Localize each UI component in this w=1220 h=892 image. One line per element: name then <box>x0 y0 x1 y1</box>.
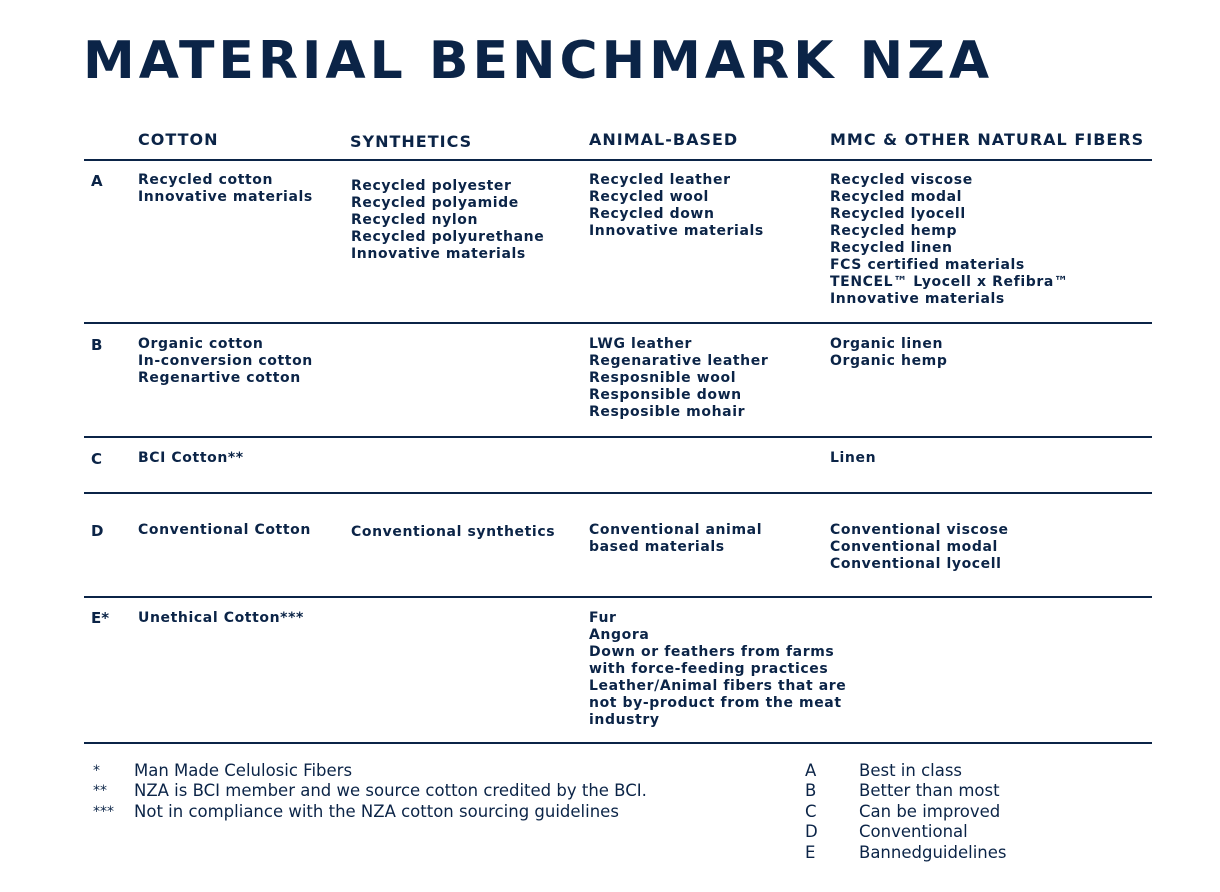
material-item: Recycled leather <box>589 172 731 188</box>
material-item: Recycled polyamide <box>351 195 519 211</box>
row-divider <box>84 322 1152 324</box>
cell-mmc <box>830 336 947 370</box>
material-item: Regenarative leather <box>589 353 769 369</box>
legend-text: Best in class <box>859 761 963 780</box>
material-item: TENCEL™ Lyocell x Refibra™ <box>830 274 1069 290</box>
material-item: Conventional viscose <box>830 522 1009 538</box>
row-divider <box>84 596 1152 598</box>
legend-texts <box>859 761 1007 863</box>
material-item: Responsible down <box>589 387 742 403</box>
legend-grade: E <box>805 842 816 862</box>
row-divider <box>84 492 1152 494</box>
material-item: Recycled modal <box>830 189 963 205</box>
legend-grade: D <box>805 822 818 842</box>
cell-animal <box>589 336 768 421</box>
cell-cotton <box>138 610 304 627</box>
material-item: Organic hemp <box>830 353 948 369</box>
material-item: based materials <box>589 539 725 555</box>
legend-text: Can be improved <box>859 801 1001 821</box>
footnote-marks <box>93 761 114 822</box>
grade-label: A <box>91 172 103 190</box>
legend-text: Conventional <box>859 822 968 842</box>
cell-cotton <box>138 336 313 387</box>
cell-cotton <box>138 522 311 539</box>
row-divider <box>84 159 1152 161</box>
row-divider <box>84 742 1152 744</box>
footnote-text: NZA is BCI member and we source cotton credited by the BCI. <box>134 781 647 801</box>
material-item: Recycled cotton <box>138 172 274 188</box>
grade-label: B <box>91 336 103 354</box>
material-item: Resposnible wool <box>589 370 737 386</box>
material-item: LWG leather <box>589 336 693 352</box>
material-item: Down or feathers from farms <box>589 644 835 660</box>
material-item: not by-product from the meat <box>589 695 842 711</box>
cell-synthetics <box>351 524 555 541</box>
material-item: Recycled nylon <box>351 212 479 228</box>
legend-grade: A <box>805 761 817 780</box>
material-item: BCI Cotton** <box>138 450 244 466</box>
material-item: Unethical Cotton*** <box>138 610 304 626</box>
material-item: Recycled viscose <box>830 172 973 188</box>
material-item: Recycled linen <box>830 240 953 256</box>
legend-text: Better than most <box>859 781 1000 801</box>
column-header-mmc: MMC & OTHER NATURAL FIBERS <box>830 130 1145 149</box>
grade-label: C <box>91 450 103 468</box>
grade-label: D <box>91 522 104 540</box>
material-item: Fur <box>589 610 617 626</box>
cell-mmc <box>830 522 1009 573</box>
material-item: Recycled polyester <box>351 178 512 194</box>
material-item: Innovative materials <box>589 223 764 239</box>
row-divider <box>84 436 1152 438</box>
footnote-texts <box>134 761 647 822</box>
footnote-mark: *** <box>93 803 114 820</box>
cell-synthetics <box>351 178 544 263</box>
material-item: Linen <box>830 450 877 466</box>
material-item: Resposible mohair <box>589 404 746 420</box>
cell-mmc <box>830 450 876 467</box>
material-item: In-conversion cotton <box>138 353 313 369</box>
material-item: Innovative materials <box>351 246 526 262</box>
material-item: Organic cotton <box>138 336 264 352</box>
footnote-mark: ** <box>93 783 107 800</box>
material-item: Recycled wool <box>589 189 709 205</box>
column-header-synthetics: SYNTHETICS <box>350 132 473 151</box>
cell-cotton <box>138 450 244 467</box>
cell-animal <box>589 172 764 240</box>
material-item: Conventional Cotton <box>138 522 311 538</box>
legend-grade: B <box>805 781 817 801</box>
material-item: Conventional modal <box>830 539 998 555</box>
material-item: industry <box>589 712 660 728</box>
material-item: Regenartive cotton <box>138 370 301 386</box>
footnote-mark: * <box>93 763 100 779</box>
legend-grade: C <box>805 801 817 821</box>
material-item: Angora <box>589 627 650 643</box>
column-header-cotton: COTTON <box>138 130 219 149</box>
material-item: Recycled down <box>589 206 715 222</box>
material-item: with force-feeding practices <box>589 661 829 677</box>
material-item: Leather/Animal fibers that are <box>589 678 847 694</box>
cell-animal <box>589 522 762 556</box>
legend-text: Bannedguidelines <box>859 842 1007 862</box>
material-item: Innovative materials <box>138 189 313 205</box>
material-item: Recycled polyurethane <box>351 229 545 245</box>
cell-animal <box>589 610 846 729</box>
material-item: Recycled lyocell <box>830 206 966 222</box>
legend-grades <box>805 761 818 863</box>
material-item: Conventional animal <box>589 522 763 538</box>
material-item: Conventional lyocell <box>830 556 1002 572</box>
footnote-text: Man Made Celulosic Fibers <box>134 761 353 780</box>
grade-label: E* <box>91 609 110 627</box>
column-header-animal-based: ANIMAL-BASED <box>589 130 739 149</box>
material-item: Innovative materials <box>830 291 1005 307</box>
material-item: Recycled hemp <box>830 223 958 239</box>
cell-cotton <box>138 172 313 206</box>
material-item: Organic linen <box>830 336 944 352</box>
material-item: FCS certified materials <box>830 257 1025 273</box>
cell-mmc <box>830 172 1069 308</box>
material-item: Conventional synthetics <box>351 524 556 540</box>
footnote-text: Not in compliance with the NZA cotton sourcing guidelines <box>134 801 619 821</box>
page-title: MATERIAL BENCHMARK NZA <box>83 31 994 91</box>
